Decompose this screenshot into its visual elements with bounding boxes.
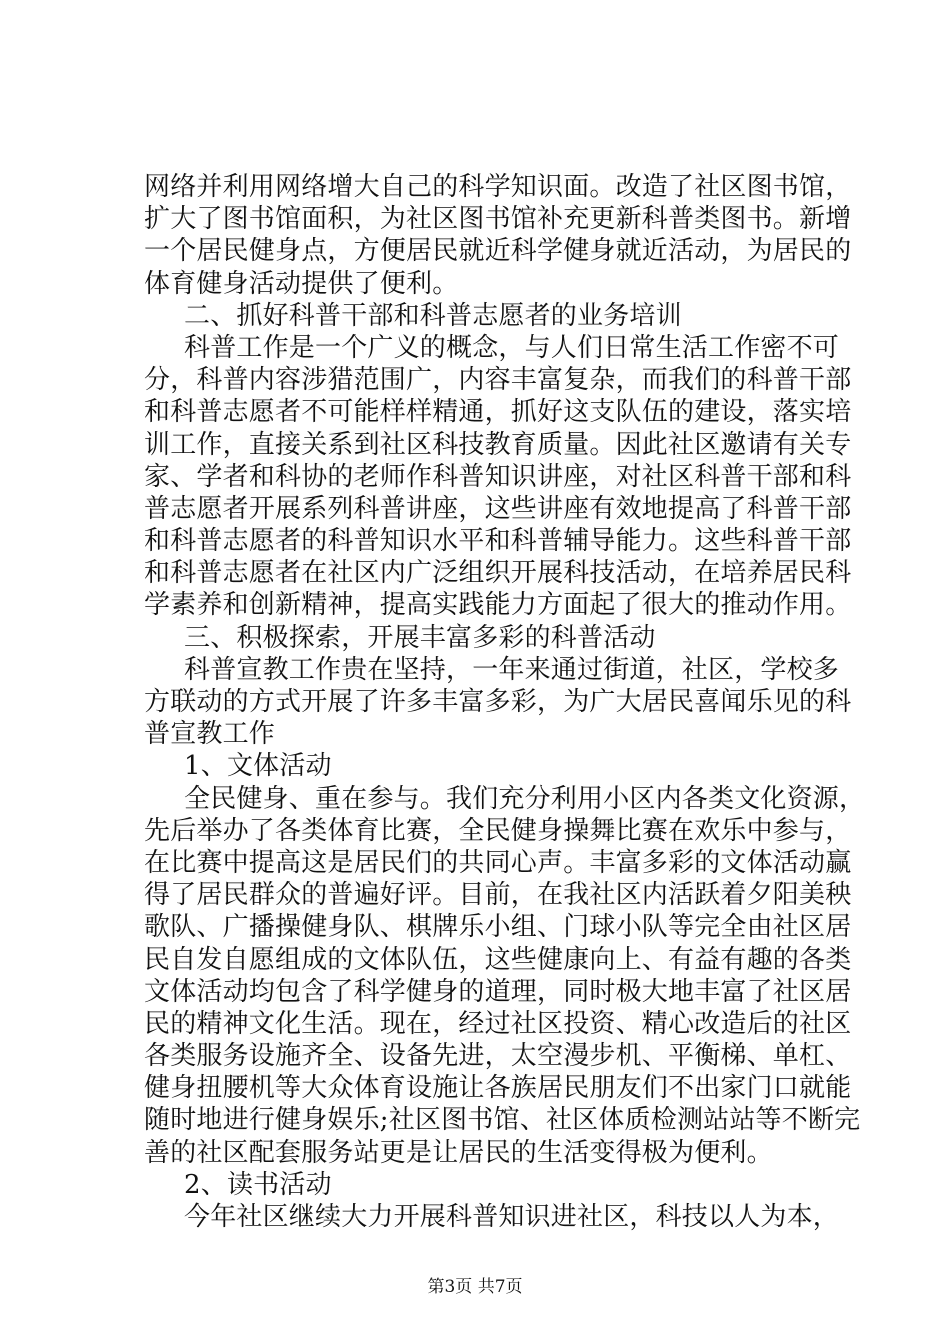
text-line: 三、积极探索，开展丰富多彩的科普活动: [184, 622, 656, 653]
text-line: 学素养和创新精神，提高实践能力方面起了很大的推动作用。: [144, 590, 852, 621]
text-line: 得了居民群众的普遍好评。目前，在我社区内活跃着夕阳美秧: [144, 880, 852, 911]
text-line: 网络并利用网络增大自己的科学知识面。改造了社区图书馆，: [144, 172, 852, 202]
text-line: 方联动的方式开展了许多丰富多彩，为广大居民喜闻乐见的科: [144, 687, 852, 717]
text-line: 歌队、广播操健身队、棋牌乐小组、门球小队等完全由社区居: [144, 912, 852, 943]
text-line: 和科普志愿者不可能样样精通，抓好这支队伍的建设，落实培: [144, 397, 852, 428]
text-line: 和科普志愿者的科普知识水平和科普辅导能力。这些科普干部: [144, 526, 852, 557]
text-line: 二、抓好科普干部和科普志愿者的业务培训: [184, 300, 682, 331]
text-line: 扩大了图书馆面积，为社区图书馆补充更新科普类图书。新增: [144, 204, 852, 235]
text-line: 1、文体活动: [184, 751, 332, 782]
text-line: 善的社区配套服务站更是让居民的生活变得极为便利。: [144, 1137, 773, 1168]
text-line: 科普工作是一个广义的概念，与人们日常生活工作密不可: [184, 332, 840, 363]
text-line: 文体活动均包含了科学健身的道理，同时极大地丰富了社区居: [144, 976, 852, 1007]
text-line: 分，科普内容涉猎范围广，内容丰富复杂，而我们的科普干部: [144, 365, 852, 396]
page-footer: 第3页 共7页: [427, 1277, 523, 1297]
text-line: 在比赛中提高这是居民们的共同心声。丰富多彩的文体活动赢: [144, 847, 852, 878]
text-line: 随时地进行健身娱乐;社区图书馆、社区体质检测站站等不断完: [144, 1105, 861, 1136]
text-line: 健身扭腰机等大众体育设施让各族居民朋友们不出家门口就能: [144, 1073, 852, 1104]
text-line: 训工作，直接关系到社区科技教育质量。因此社区邀请有关专: [144, 429, 852, 460]
text-line: 各类服务设施齐全、设备先进，太空漫步机、平衡梯、单杠、: [144, 1041, 852, 1072]
text-line: 普宣教工作: [144, 719, 276, 750]
document-body: [144, 171, 866, 1233]
text-line: 普志愿者开展系列科普讲座，这些讲座有效地提高了科普干部: [144, 493, 852, 524]
text-line: 体育健身活动提供了便利。: [144, 268, 459, 299]
text-line: 科普宣教工作贵在坚持，一年来通过街道，社区，学校多: [184, 654, 840, 685]
text-line: 家、学者和科协的老师作科普知识讲座，对社区科普干部和科: [144, 461, 852, 492]
text-line: 先后举办了各类体育比赛，全民健身操舞比赛在欢乐中参与，: [144, 815, 852, 846]
text-line: 2、读书活动: [184, 1169, 332, 1200]
text-line: 一个居民健身点，方便居民就近科学健身就近活动，为居民的: [144, 236, 852, 267]
text-line: 今年社区继续大力开展科普知识进社区，科技以人为本，: [184, 1202, 840, 1232]
text-line: 民自发自愿组成的文体队伍，这些健康向上、有益有趣的各类: [144, 944, 852, 975]
text-line: 和科普志愿者在社区内广泛组织开展科技活动，在培养居民科: [144, 558, 852, 589]
text-line: 民的精神文化生活。现在，经过社区投资、精心改造后的社区: [144, 1008, 852, 1039]
text-line: 全民健身、重在参与。我们充分利用小区内各类文化资源，: [184, 783, 866, 814]
